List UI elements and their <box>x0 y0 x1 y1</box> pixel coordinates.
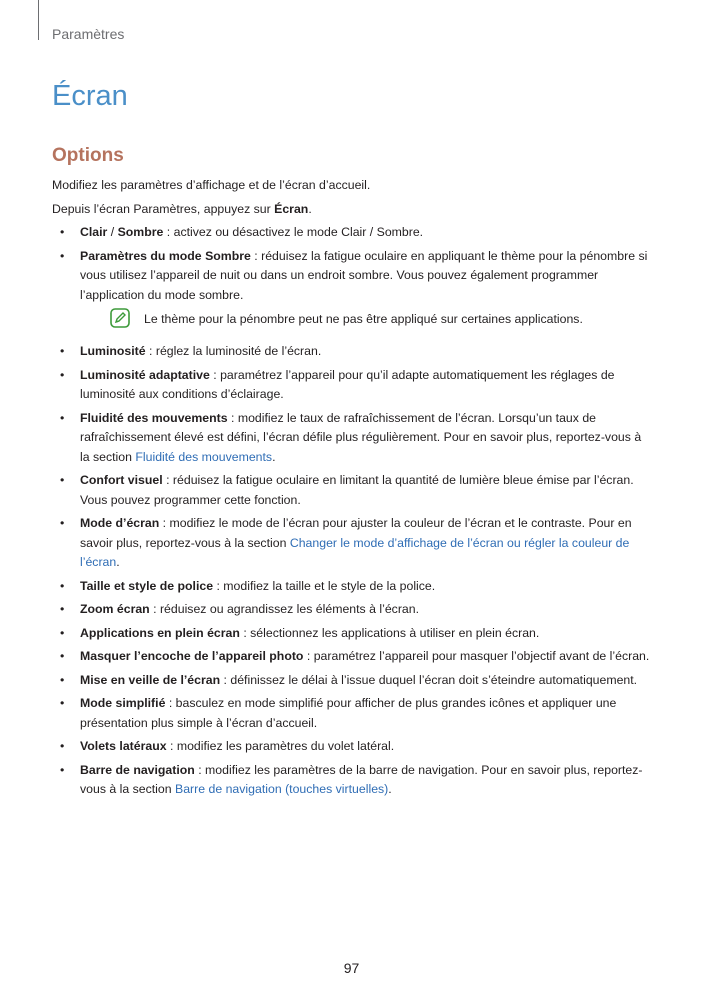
note-pencil-icon <box>110 308 130 328</box>
option-end: . <box>388 782 392 796</box>
bullet: • <box>60 344 65 358</box>
page-title: Écran <box>52 80 128 112</box>
intro-2-end: . <box>308 201 312 216</box>
option-desc: : réglez la luminosité de l’écran. <box>145 344 322 358</box>
option-name: Clair <box>80 225 108 239</box>
header-section: Paramètres <box>52 26 125 42</box>
option-name: Luminosité <box>80 344 146 358</box>
list-item-fluidite <box>52 409 652 468</box>
note-text: Le thème pour la pénombre peut ne pas être appliqué sur certaines applications. <box>144 312 583 326</box>
option-desc: : modifiez les paramètres du volet latéral. <box>166 739 395 753</box>
list-item-plein-ecran <box>52 624 652 644</box>
list-item-mode-ecran <box>52 514 652 573</box>
link-navigation[interactable]: Barre de navigation (touches virtuelles) <box>175 782 389 796</box>
content <box>52 176 652 804</box>
bullet: • <box>60 225 65 239</box>
list-item-encoche <box>52 647 652 667</box>
option-desc: : définissez le délai à l’issue duquel l’écran doit s’éteindre automatiquement. <box>220 672 638 687</box>
list-item-luminosite <box>52 342 652 362</box>
bullet: • <box>60 473 65 487</box>
option-name: Paramètres du mode Sombre <box>80 248 251 263</box>
bullet: • <box>60 602 65 616</box>
link-mode-ecran[interactable]: Changer le mode d’affichage de l’écran ou régler la couleur de l’écran <box>80 535 630 569</box>
bullet: • <box>60 672 65 687</box>
bullet: • <box>60 578 65 593</box>
list-item-confort <box>52 471 652 510</box>
option-name: Sombre <box>117 225 164 239</box>
bullet: • <box>60 248 65 263</box>
bullet: • <box>60 649 65 663</box>
intro-1: Modifiez les paramètres d’affichage et de l’écran d’accueil. <box>52 178 371 192</box>
option-end: . <box>272 449 276 464</box>
option-name: Barre de navigation <box>80 762 195 777</box>
list-item-sombre <box>52 247 652 333</box>
option-name: Luminosité adaptative <box>80 367 210 382</box>
option-name: Fluidité des mouvements <box>80 410 228 425</box>
option-desc: : paramétrez l’appareil pour masquer l’objectif avant de l’écran. <box>303 649 650 663</box>
bullet: • <box>60 739 65 753</box>
option-name: Mode d’écran <box>80 516 160 530</box>
option-name: Mise en veille de l’écran <box>80 672 221 687</box>
intro-2-text: Depuis l’écran Paramètres, appuyez sur <box>52 201 275 216</box>
option-desc: : réduisez la fatigue oculaire en appliquant le thème pour la pénombre si vous utilisez l’appareil de nuit ou dans un endroit sombre. Vous pouvez également programmer l’application du mode sombre. <box>80 248 648 302</box>
option-name: Volets latéraux <box>80 739 167 753</box>
list-item-clair <box>52 223 652 243</box>
list-item-simplifie <box>52 694 652 733</box>
page-number: 97 <box>343 960 360 976</box>
option-desc: : modifiez la taille et le style de la police. <box>213 578 436 593</box>
option-desc: : basculez en mode simplifié pour afficher de plus grandes icônes et appliquer une présentation plus simple à l’écran d’accueil. <box>80 696 617 730</box>
options-list <box>52 223 652 800</box>
list-item-volets <box>52 737 652 757</box>
intro-2-bold: Écran <box>274 201 309 216</box>
list-item-police <box>52 577 652 597</box>
list-item-navigation <box>52 761 652 800</box>
list-item-zoom <box>52 600 652 620</box>
option-name: Mode simplifié <box>80 696 166 710</box>
list-item-veille <box>52 671 652 691</box>
bullet: • <box>60 367 65 382</box>
option-end: . <box>116 555 120 569</box>
option-desc: : modifiez le mode de l’écran pour ajuster la couleur de l’écran et le contraste. Pour en savoir plus, reportez-vous à la section <box>80 516 632 550</box>
option-desc: : sélectionnez les applications à utiliser en plein écran. <box>239 625 540 640</box>
bullet: • <box>60 516 65 530</box>
note <box>80 310 652 332</box>
option-desc: : réduisez ou agrandissez les éléments à l’écran. <box>149 602 420 616</box>
section-title: Options <box>52 145 124 166</box>
option-desc: : réduisez la fatigue oculaire en limitant la quantité de lumière bleue émise par l’écran. Vous pouvez programmer cette fonction. <box>80 473 634 507</box>
option-name: Masquer l’encoche de l’appareil photo <box>80 649 304 663</box>
list-item-luminosite-adaptative <box>52 366 652 405</box>
bullet: • <box>60 762 65 777</box>
bullet: • <box>60 696 65 710</box>
option-name: Taille et style de police <box>80 578 214 593</box>
option-name: Zoom écran <box>80 602 150 616</box>
intro-2 <box>52 200 652 220</box>
bullet: • <box>60 625 65 640</box>
option-name: Confort visuel <box>80 473 163 487</box>
bullet: • <box>60 410 65 425</box>
option-sep: / <box>107 225 118 239</box>
option-name: Applications en plein écran <box>80 625 240 640</box>
option-desc: : modifiez les paramètres de la barre de navigation. Pour en savoir plus, reportez-vous à la section <box>80 762 643 796</box>
option-desc: : activez ou désactivez le mode Clair / Sombre. <box>163 225 424 239</box>
option-desc: : modifiez le taux de rafraîchissement de l’écran. Lorsqu’un taux de rafraîchissement élevé est défini, l’écran défile plus régulièrement. Pour en savoir plus, reportez-vous à la section <box>80 410 642 464</box>
option-desc: : paramétrez l’appareil pour qu’il adapte automatiquement les réglages de luminosité aux conditions d’éclairage. <box>80 367 615 401</box>
header-rule <box>38 0 39 40</box>
link-fluidite[interactable]: Fluidité des mouvements <box>135 449 273 464</box>
